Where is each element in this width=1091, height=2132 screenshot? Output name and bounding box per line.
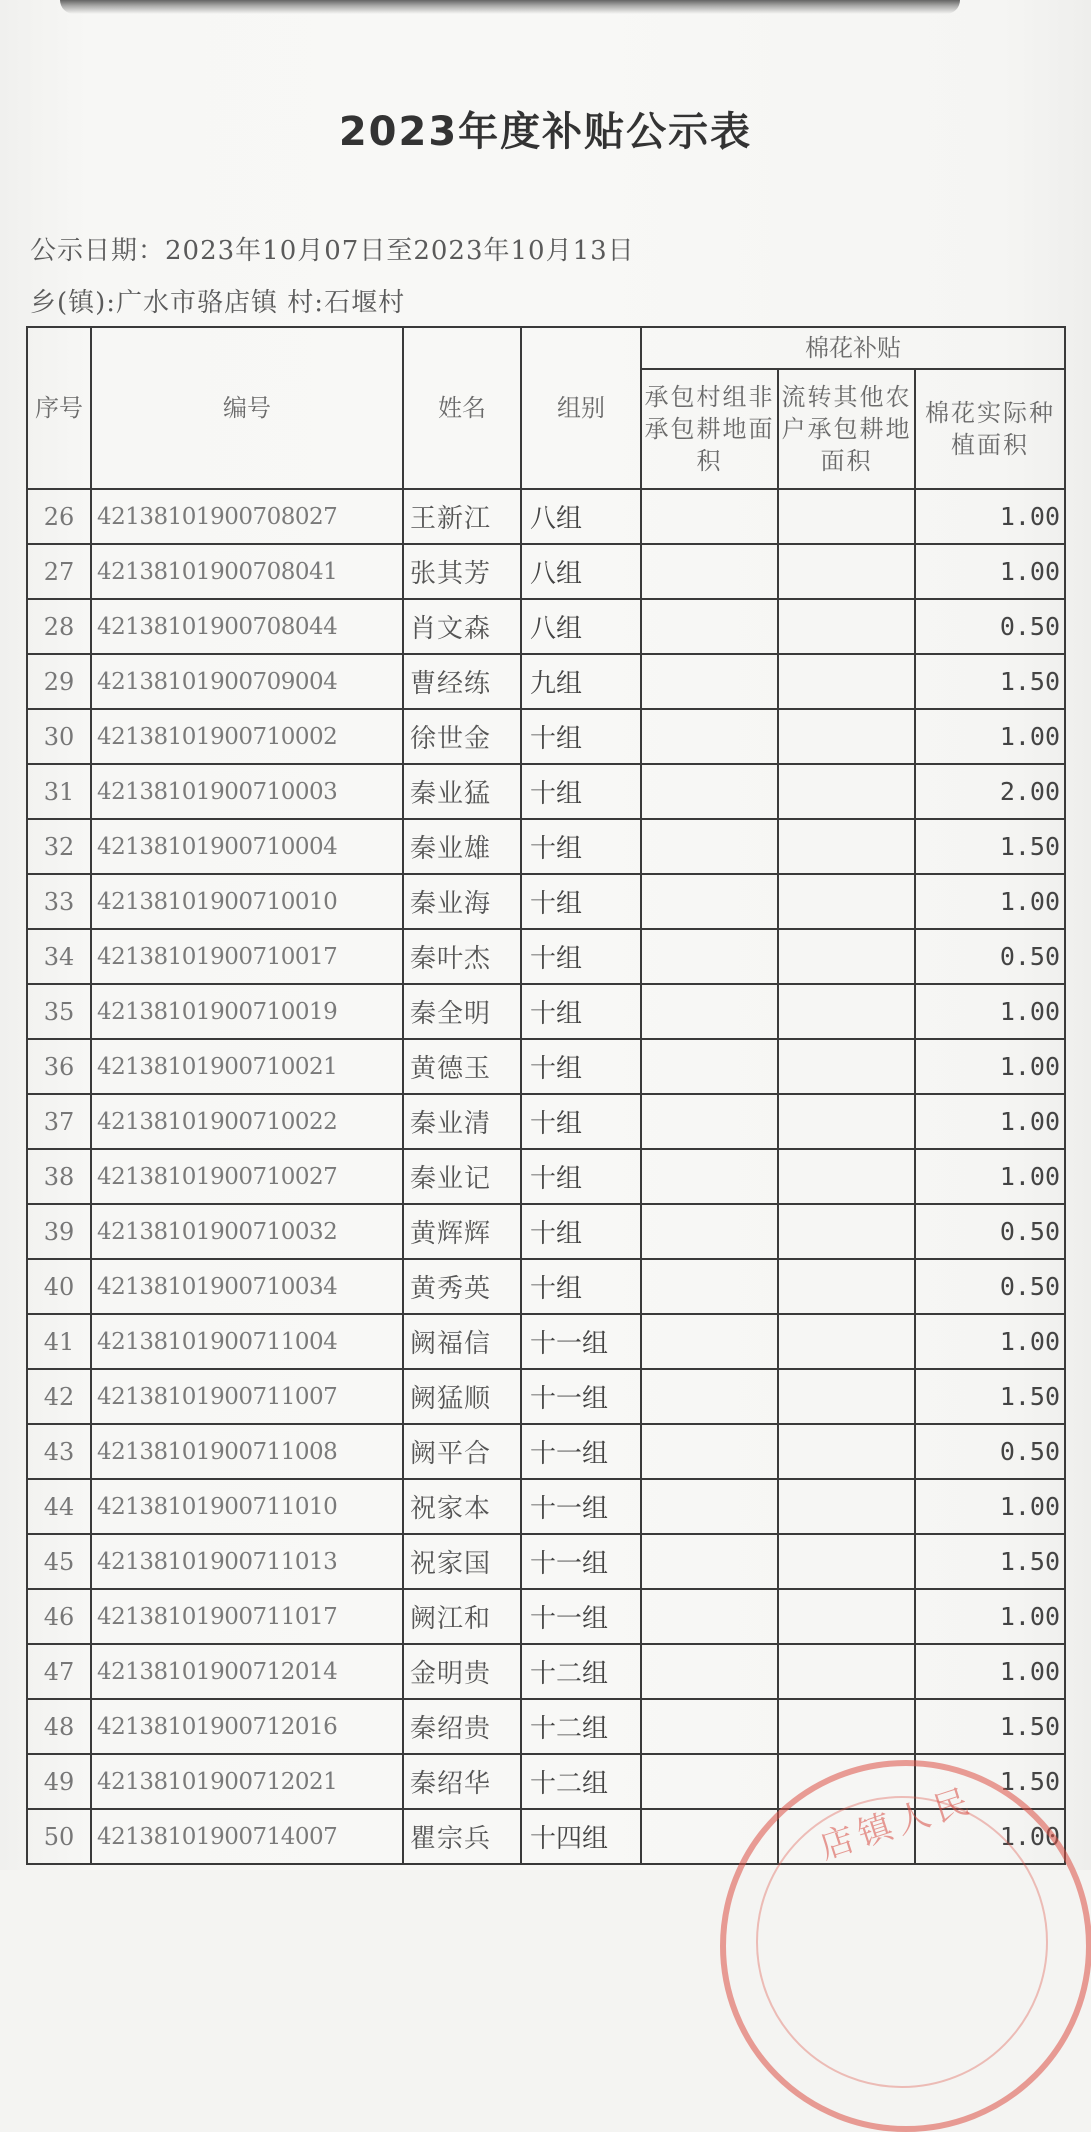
row-number: 35 [27, 984, 91, 1039]
row-transferred-area [778, 929, 915, 984]
header-cotton-subsidy: 棉花补贴 [641, 327, 1065, 369]
row-id: 42138101900710032 [91, 1204, 403, 1259]
row-number: 42 [27, 1369, 91, 1424]
table-body [27, 489, 1065, 1864]
header-no: 序号 [27, 327, 91, 489]
row-group: 十组 [521, 984, 641, 1039]
row-id: 42138101900710022 [91, 1094, 403, 1149]
row-non-contract-area [641, 1204, 778, 1259]
row-planted-area: 1.50 [915, 1699, 1065, 1754]
row-planted-area: 1.00 [915, 874, 1065, 929]
row-transferred-area [778, 764, 915, 819]
row-number: 49 [27, 1754, 91, 1809]
header-non-contract-area: 承包村组非承包耕地面积 [641, 369, 778, 489]
row-group: 十组 [521, 709, 641, 764]
row-non-contract-area [641, 709, 778, 764]
row-group: 八组 [521, 544, 641, 599]
publication-date-line: 公示日期：2023年10月07日至2023年10月13日 [30, 236, 635, 266]
row-name: 张其芳 [403, 544, 521, 599]
table-row [27, 1259, 1065, 1314]
row-name: 肖文森 [403, 599, 521, 654]
table-row [27, 1534, 1065, 1589]
row-transferred-area [778, 1204, 915, 1259]
row-number: 47 [27, 1644, 91, 1699]
row-number: 36 [27, 1039, 91, 1094]
row-planted-area: 1.00 [915, 1589, 1065, 1644]
row-id: 42138101900709004 [91, 654, 403, 709]
document-title: 2023年度补贴公示表 [338, 109, 753, 155]
row-id: 42138101900710021 [91, 1039, 403, 1094]
row-transferred-area [778, 1589, 915, 1644]
page-edge-shadow [60, 0, 960, 14]
row-number: 26 [27, 489, 91, 544]
row-number: 37 [27, 1094, 91, 1149]
row-planted-area: 0.50 [915, 1259, 1065, 1314]
row-name: 阙江和 [403, 1589, 521, 1644]
row-group: 十一组 [521, 1534, 641, 1589]
row-name: 黄德玉 [403, 1039, 521, 1094]
row-group: 十组 [521, 1204, 641, 1259]
row-non-contract-area [641, 1094, 778, 1149]
table-row [27, 1094, 1065, 1149]
row-group: 十一组 [521, 1424, 641, 1479]
row-group: 十二组 [521, 1754, 641, 1809]
table-row [27, 1479, 1065, 1534]
row-transferred-area [778, 1424, 915, 1479]
row-number: 44 [27, 1479, 91, 1534]
row-group: 十二组 [521, 1644, 641, 1699]
row-transferred-area [778, 1314, 915, 1369]
row-name: 王新江 [403, 489, 521, 544]
row-planted-area: 1.00 [915, 489, 1065, 544]
row-number: 30 [27, 709, 91, 764]
row-id: 42138101900710002 [91, 709, 403, 764]
row-planted-area: 1.00 [915, 984, 1065, 1039]
row-group: 十组 [521, 764, 641, 819]
row-id: 42138101900712014 [91, 1644, 403, 1699]
row-group: 十二组 [521, 1699, 641, 1754]
row-transferred-area [778, 984, 915, 1039]
header-actual-planted-area: 棉花实际种植面积 [915, 369, 1065, 489]
row-non-contract-area [641, 764, 778, 819]
row-name: 阙福信 [403, 1314, 521, 1369]
row-transferred-area [778, 489, 915, 544]
row-transferred-area [778, 599, 915, 654]
row-non-contract-area [641, 1424, 778, 1479]
row-planted-area: 1.00 [915, 709, 1065, 764]
row-planted-area: 1.00 [915, 1149, 1065, 1204]
row-id: 42138101900711013 [91, 1534, 403, 1589]
table-row [27, 1699, 1065, 1754]
row-id: 42138101900711017 [91, 1589, 403, 1644]
row-transferred-area [778, 819, 915, 874]
subsidy-table [26, 326, 1066, 1865]
row-name: 阙猛顺 [403, 1369, 521, 1424]
row-transferred-area [778, 544, 915, 599]
row-planted-area: 0.50 [915, 1204, 1065, 1259]
row-transferred-area [778, 1699, 915, 1754]
row-group: 十四组 [521, 1809, 641, 1864]
table-row [27, 1644, 1065, 1699]
row-group: 十组 [521, 874, 641, 929]
table-row [27, 929, 1065, 984]
row-non-contract-area [641, 599, 778, 654]
row-planted-area: 1.50 [915, 1534, 1065, 1589]
header-group: 组别 [521, 327, 641, 489]
row-transferred-area [778, 874, 915, 929]
row-name: 祝家国 [403, 1534, 521, 1589]
table-row [27, 764, 1065, 819]
row-id: 42138101900711008 [91, 1424, 403, 1479]
row-id: 42138101900710034 [91, 1259, 403, 1314]
row-group: 九组 [521, 654, 641, 709]
table-row [27, 544, 1065, 599]
table-row [27, 1424, 1065, 1479]
row-number: 39 [27, 1204, 91, 1259]
table-row [27, 709, 1065, 764]
row-id: 42138101900708044 [91, 599, 403, 654]
row-name: 秦绍贵 [403, 1699, 521, 1754]
row-non-contract-area [641, 929, 778, 984]
row-id: 42138101900710027 [91, 1149, 403, 1204]
row-transferred-area [778, 1479, 915, 1534]
row-transferred-area [778, 1039, 915, 1094]
row-non-contract-area [641, 544, 778, 599]
table-row [27, 654, 1065, 709]
row-planted-area: 2.00 [915, 764, 1065, 819]
row-group: 十组 [521, 1149, 641, 1204]
row-name: 瞿宗兵 [403, 1809, 521, 1864]
row-number: 43 [27, 1424, 91, 1479]
row-transferred-area [778, 1754, 915, 1809]
table-row [27, 1369, 1065, 1424]
row-non-contract-area [641, 1149, 778, 1204]
row-non-contract-area [641, 489, 778, 544]
row-transferred-area [778, 1094, 915, 1149]
row-transferred-area [778, 1534, 915, 1589]
row-name: 黄秀英 [403, 1259, 521, 1314]
header-id: 编号 [91, 327, 403, 489]
seal-text: 店镇人民 [814, 1780, 980, 1868]
row-planted-area: 1.00 [915, 1644, 1065, 1699]
row-id: 42138101900712016 [91, 1699, 403, 1754]
row-number: 34 [27, 929, 91, 984]
row-group: 十一组 [521, 1589, 641, 1644]
row-name: 金明贵 [403, 1644, 521, 1699]
header-name: 姓名 [403, 327, 521, 489]
row-non-contract-area [641, 1479, 778, 1534]
row-planted-area: 1.50 [915, 819, 1065, 874]
row-id: 42138101900711004 [91, 1314, 403, 1369]
row-planted-area: 1.50 [915, 654, 1065, 709]
table-row [27, 1809, 1065, 1864]
row-transferred-area [778, 1369, 915, 1424]
row-non-contract-area [641, 1039, 778, 1094]
table-row [27, 1754, 1065, 1809]
row-number: 50 [27, 1809, 91, 1864]
row-name: 秦业清 [403, 1094, 521, 1149]
row-non-contract-area [641, 1589, 778, 1644]
row-id: 42138101900711007 [91, 1369, 403, 1424]
row-name: 秦业猛 [403, 764, 521, 819]
row-planted-area: 1.00 [915, 1094, 1065, 1149]
row-transferred-area [778, 1644, 915, 1699]
row-non-contract-area [641, 1644, 778, 1699]
location-line: 乡(镇):广水市骆店镇 村:石堰村 [30, 288, 406, 318]
row-number: 29 [27, 654, 91, 709]
table-row [27, 1039, 1065, 1094]
row-non-contract-area [641, 1314, 778, 1369]
row-non-contract-area [641, 1699, 778, 1754]
row-name: 黄辉辉 [403, 1204, 521, 1259]
row-number: 45 [27, 1534, 91, 1589]
row-non-contract-area [641, 1809, 778, 1864]
table-row [27, 599, 1065, 654]
row-id: 42138101900712021 [91, 1754, 403, 1809]
row-group: 八组 [521, 599, 641, 654]
row-name: 秦绍华 [403, 1754, 521, 1809]
row-name: 阙平合 [403, 1424, 521, 1479]
row-non-contract-area [641, 1259, 778, 1314]
row-number: 40 [27, 1259, 91, 1314]
row-id: 42138101900711010 [91, 1479, 403, 1534]
row-transferred-area [778, 709, 915, 764]
row-number: 41 [27, 1314, 91, 1369]
row-id: 42138101900710003 [91, 764, 403, 819]
row-non-contract-area [641, 874, 778, 929]
row-group: 十组 [521, 1259, 641, 1314]
table-row [27, 1149, 1065, 1204]
row-number: 27 [27, 544, 91, 599]
row-number: 46 [27, 1589, 91, 1644]
row-planted-area: 0.50 [915, 1424, 1065, 1479]
row-id: 42138101900710004 [91, 819, 403, 874]
row-non-contract-area [641, 1534, 778, 1589]
row-planted-area: 0.50 [915, 929, 1065, 984]
row-planted-area: 1.50 [915, 1369, 1065, 1424]
table-row [27, 1314, 1065, 1369]
row-name: 秦全明 [403, 984, 521, 1039]
row-id: 42138101900710019 [91, 984, 403, 1039]
row-number: 48 [27, 1699, 91, 1754]
row-group: 十一组 [521, 1314, 641, 1369]
row-name: 秦业海 [403, 874, 521, 929]
row-group: 十一组 [521, 1479, 641, 1534]
row-transferred-area [778, 1259, 915, 1314]
row-group: 十一组 [521, 1369, 641, 1424]
table-row [27, 984, 1065, 1039]
row-number: 32 [27, 819, 91, 874]
table-row [27, 819, 1065, 874]
row-planted-area: 1.00 [915, 1314, 1065, 1369]
row-name: 秦业雄 [403, 819, 521, 874]
row-id: 42138101900708041 [91, 544, 403, 599]
row-non-contract-area [641, 654, 778, 709]
row-planted-area: 1.00 [915, 544, 1065, 599]
row-planted-area: 1.00 [915, 1809, 1065, 1864]
row-transferred-area [778, 1149, 915, 1204]
table-row [27, 1204, 1065, 1259]
row-group: 十组 [521, 819, 641, 874]
row-planted-area: 0.50 [915, 599, 1065, 654]
row-group: 十组 [521, 1094, 641, 1149]
row-planted-area: 1.00 [915, 1479, 1065, 1534]
row-number: 31 [27, 764, 91, 819]
row-id: 42138101900710017 [91, 929, 403, 984]
table-row [27, 1589, 1065, 1644]
row-name: 曹经练 [403, 654, 521, 709]
row-id: 42138101900714007 [91, 1809, 403, 1864]
row-planted-area: 1.50 [915, 1754, 1065, 1809]
row-id: 42138101900710010 [91, 874, 403, 929]
row-number: 28 [27, 599, 91, 654]
table-row [27, 489, 1065, 544]
row-group: 十组 [521, 1039, 641, 1094]
row-non-contract-area [641, 819, 778, 874]
row-name: 秦业记 [403, 1149, 521, 1204]
row-non-contract-area [641, 1369, 778, 1424]
row-id: 421381019007080​27 [91, 489, 403, 544]
table-row [27, 874, 1065, 929]
row-transferred-area [778, 1809, 915, 1864]
row-name: 徐世金 [403, 709, 521, 764]
row-name: 祝家本 [403, 1479, 521, 1534]
row-number: 38 [27, 1149, 91, 1204]
row-group: 八组 [521, 489, 641, 544]
row-transferred-area [778, 654, 915, 709]
row-non-contract-area [641, 984, 778, 1039]
row-group: 十组 [521, 929, 641, 984]
row-name: 秦叶杰 [403, 929, 521, 984]
header-transferred-area: 流转其他农户承包耕地面积 [778, 369, 915, 489]
row-number: 33 [27, 874, 91, 929]
row-non-contract-area [641, 1754, 778, 1809]
row-planted-area: 1.00 [915, 1039, 1065, 1094]
